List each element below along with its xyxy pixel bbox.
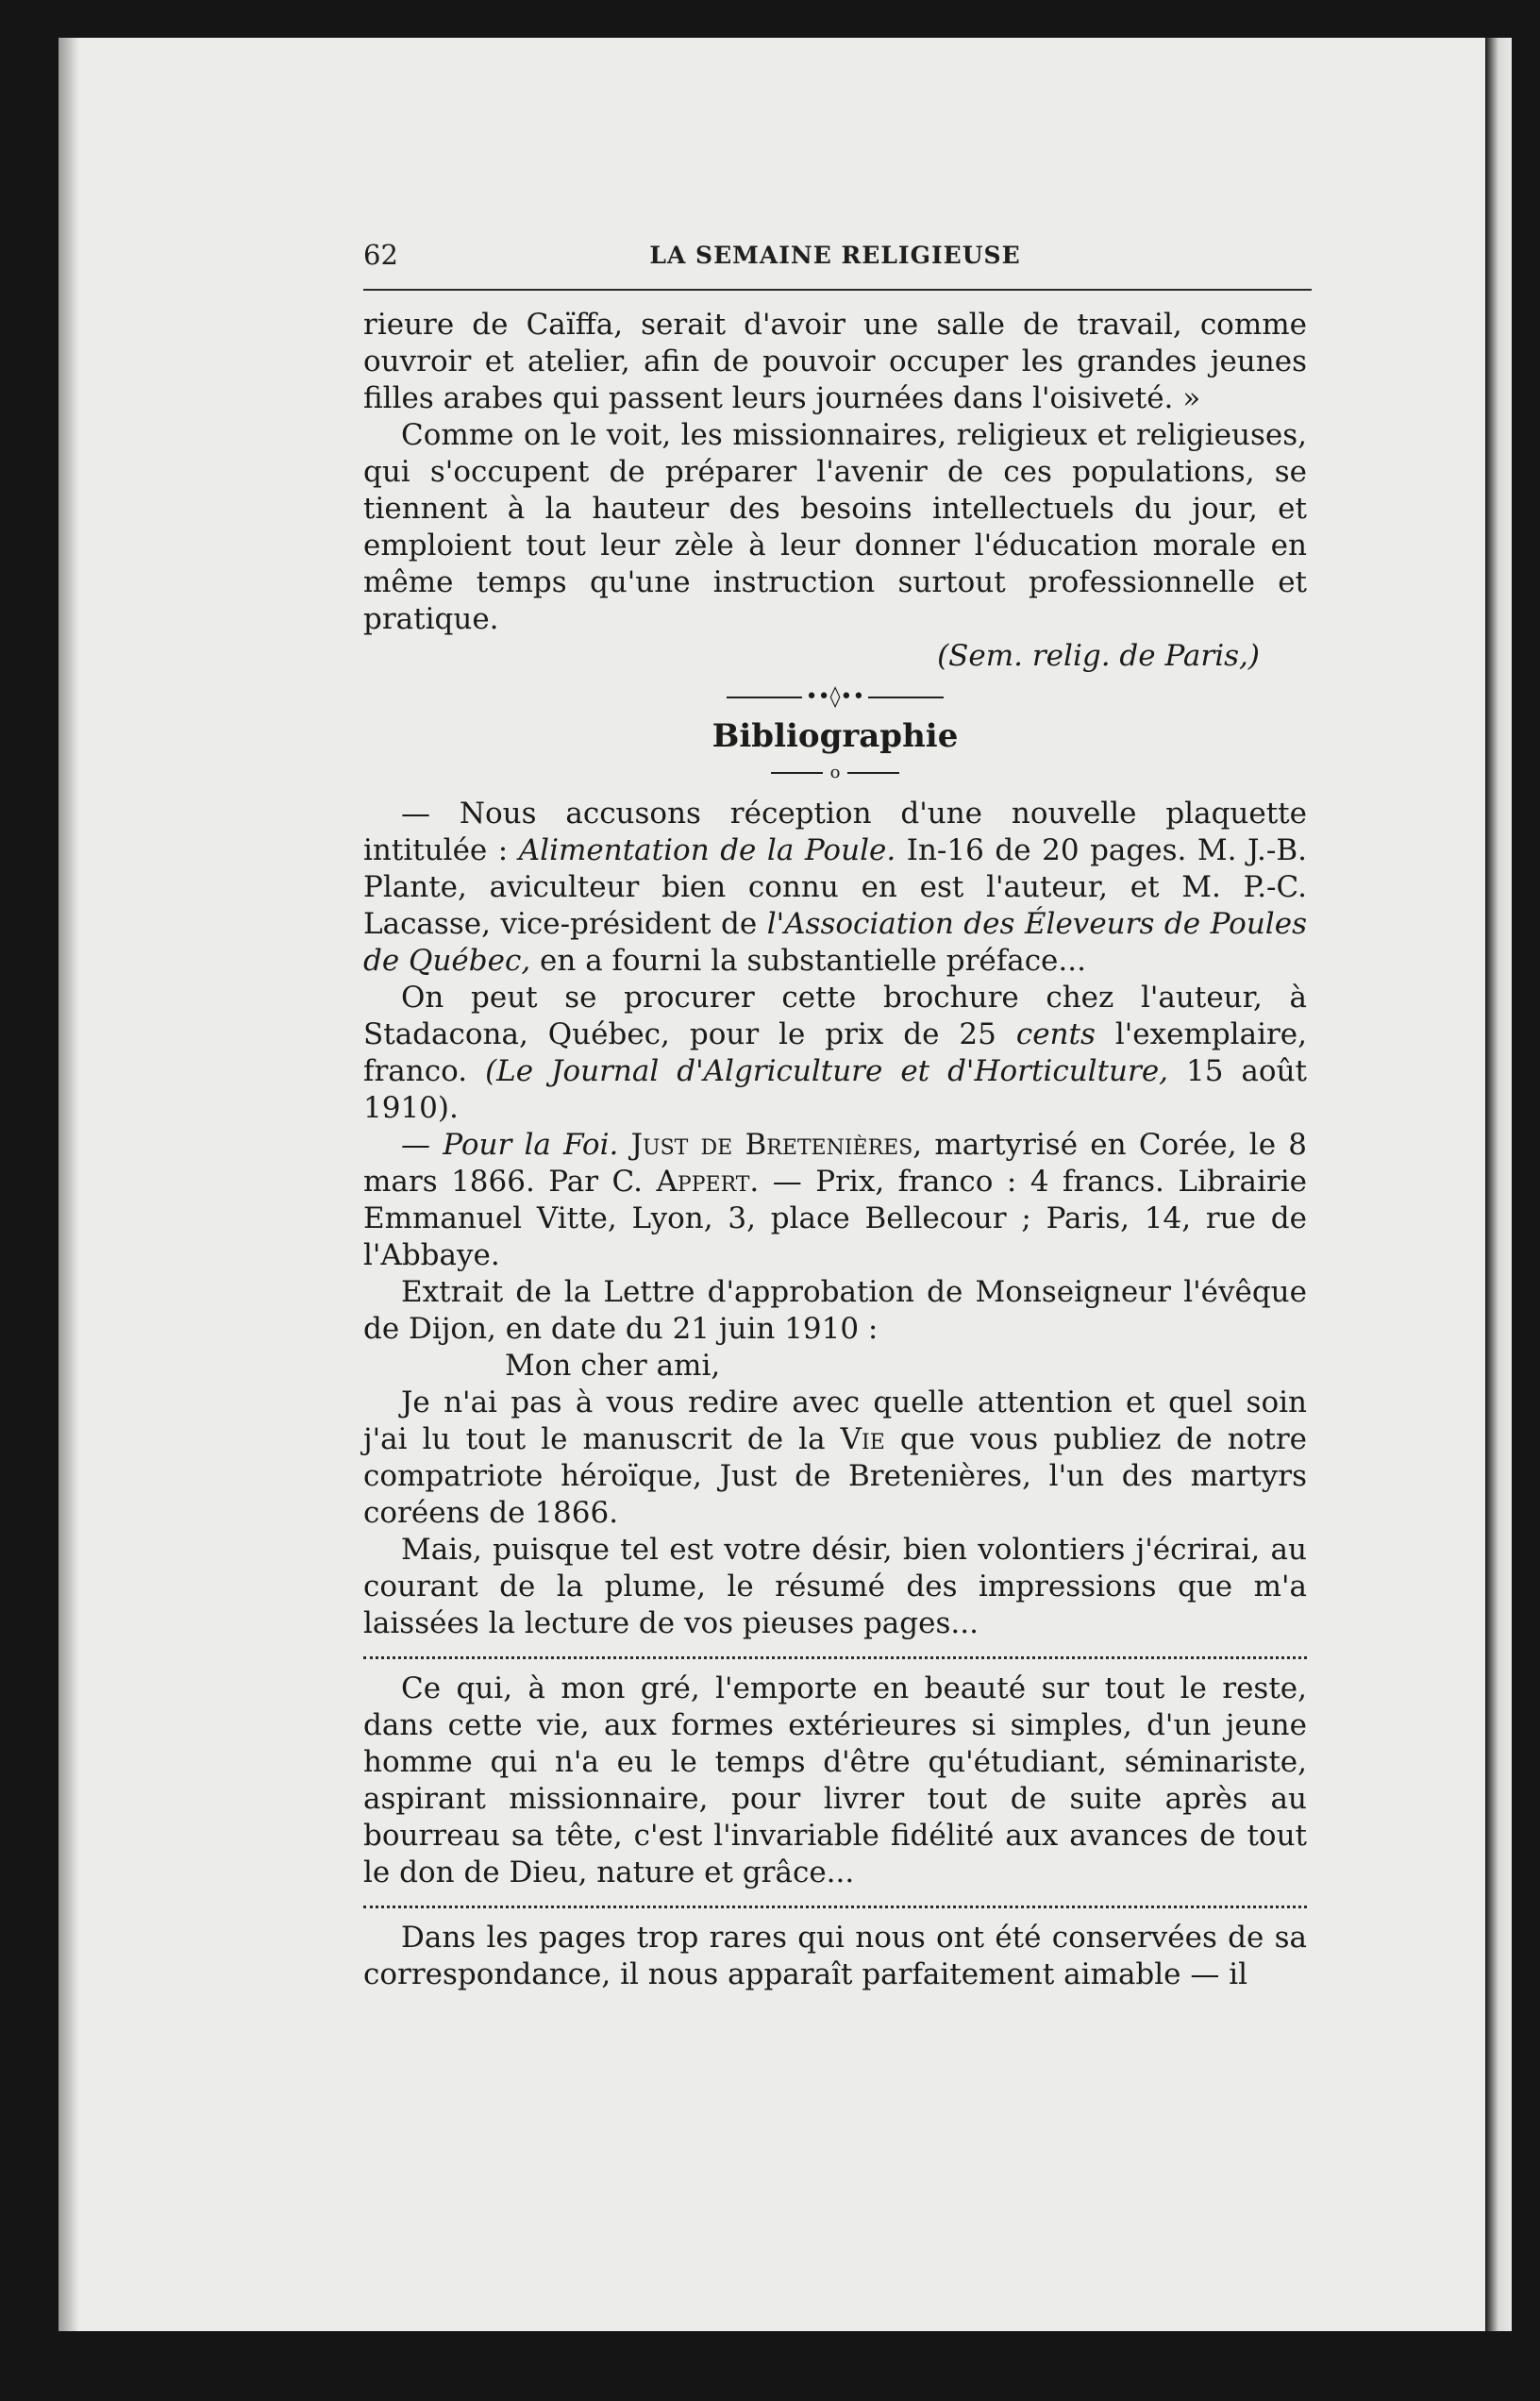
letter-paragraph-1-vie: Vie [840, 1422, 885, 1456]
letter-paragraph-1 [363, 1385, 1307, 1532]
dotted-separator-2 [363, 1906, 1307, 1908]
letter-paragraph-1-end: que vous publiez de notre compatriote héroïque, Just de Bretenières, l'un des martyrs coréens de 1866. [363, 1422, 1308, 1530]
dotted-separator-1 [363, 1656, 1307, 1659]
entry-2-mid: martyrisé en Corée, le 8 mars 1866. Par C. [363, 1128, 1308, 1199]
letter-paragraph-1-lead: Je n'ai pas à vous redire avec quelle attention et quel soin j'ai lu tout le manuscrit de la [363, 1385, 1307, 1456]
section-title: Bibliographie [711, 717, 959, 755]
entry-1-lead: — Nous accusons réception d'une nouvelle plaquette intitulée : [363, 797, 1307, 867]
entry-1-journal: (Le Journal d'Algriculture et d'Horticulture, [485, 1054, 1169, 1088]
page-header [363, 239, 1307, 277]
entry-2-subject-name: Just de Bretenières, [630, 1128, 923, 1162]
letter-paragraph-2: Mais, puisque tel est votre désir, bien volontiers j'écrirai, au courant de la plume, le résumé des impressions que m'a laissées la lecture de vos pieuses pages... [363, 1533, 1307, 1640]
entry-2-author: Appert. [656, 1165, 760, 1199]
bibliography-entry-1-availability [363, 980, 1307, 1127]
entry-2-end: — Prix, franco : 4 francs. Librairie Emmanuel Vitte, Lyon, 3, place Bellecour ; Paris, 14, rue de l'Abbaye. [363, 1165, 1307, 1272]
letter-salutation: Mon cher ami, [505, 1349, 721, 1383]
next-page-edge [1485, 38, 1512, 2331]
header-rule [363, 289, 1312, 291]
entry-1-journal-date: 15 août 1910). [363, 1054, 1308, 1125]
ornament-divider: ••◊•• [363, 686, 1307, 709]
entry-1-availability-lead: On peut se procurer cette brochure chez l'auteur, à Stadacona, Québec, pour le prix de 25 [363, 981, 1307, 1051]
entry-1-title: Alimentation de la Poule. [518, 833, 896, 867]
small-ornament-divider: o [363, 760, 1307, 786]
article-paragraph-1: rieure de Caïffa, serait d'avoir une salle de travail, comme ouvroir et atelier, afin de pouvoir occuper les grandes jeunes filles arabes qui passent leurs journées dans l'oisiveté. » [363, 308, 1307, 415]
entry-1-cents: cents [1015, 1017, 1096, 1051]
entry-2-title: — Pour la Foi. [401, 1128, 619, 1162]
entry-1-association: l'Association des Éleveurs de Poules de Québec, [363, 907, 1307, 978]
letter-paragraph-4: Dans les pages trop rares qui nous ont été conservées de sa correspondance, il nous apparaît parfaitement aimable — il [363, 1921, 1307, 1991]
page-content [363, 307, 1307, 1993]
extract-intro: Extrait de la Lettre d'approbation de Monseigneur l'évêque de Dijon, en date du 21 juin 1910 : [363, 1275, 1307, 1346]
page-number: 62 [363, 239, 398, 271]
article-attribution: (Sem. relig. de Paris,) [937, 639, 1260, 673]
bibliography-entry-1 [363, 796, 1307, 980]
bibliography-section [363, 796, 1307, 1993]
letter-paragraph-3: Ce qui, à mon gré, l'emporte en beauté sur tout le reste, dans cette vie, aux formes extérieures si simples, d'un jeune homme qui n'a eu le temps d'être qu'étudiant, séminariste, aspirant missionnaire, pour livrer tout de suite après au bourreau sa tête, c'est l'invariable fidélité aux avances de tout le don de Dieu, nature et grâce... [363, 1671, 1307, 1889]
entry-1-availability-mid: l'exemplaire, franco. [363, 1017, 1308, 1088]
running-title: LA SEMAINE RELIGIEUSE [649, 242, 1021, 269]
entry-1-mid: In-16 de 20 pages. M. J.-B. Plante, aviculteur bien connu en est l'auteur, et M. P.-C. Lacasse, vice-président de [363, 833, 1307, 941]
entry-1-end: en a fourni la substantielle préface... [540, 944, 1086, 978]
article-paragraph-2: Comme on le voit, les missionnaires, religieux et religieuses, qui s'occupent de préparer l'avenir de ces populations, se tiennent à la hauteur des besoins intellectuels du jour, et emploient tout leur zèle à leur donner l'éducation morale en même temps qu'une instruction surtout professionnelle et pratique. [363, 418, 1307, 636]
bibliography-entry-2 [363, 1127, 1307, 1274]
